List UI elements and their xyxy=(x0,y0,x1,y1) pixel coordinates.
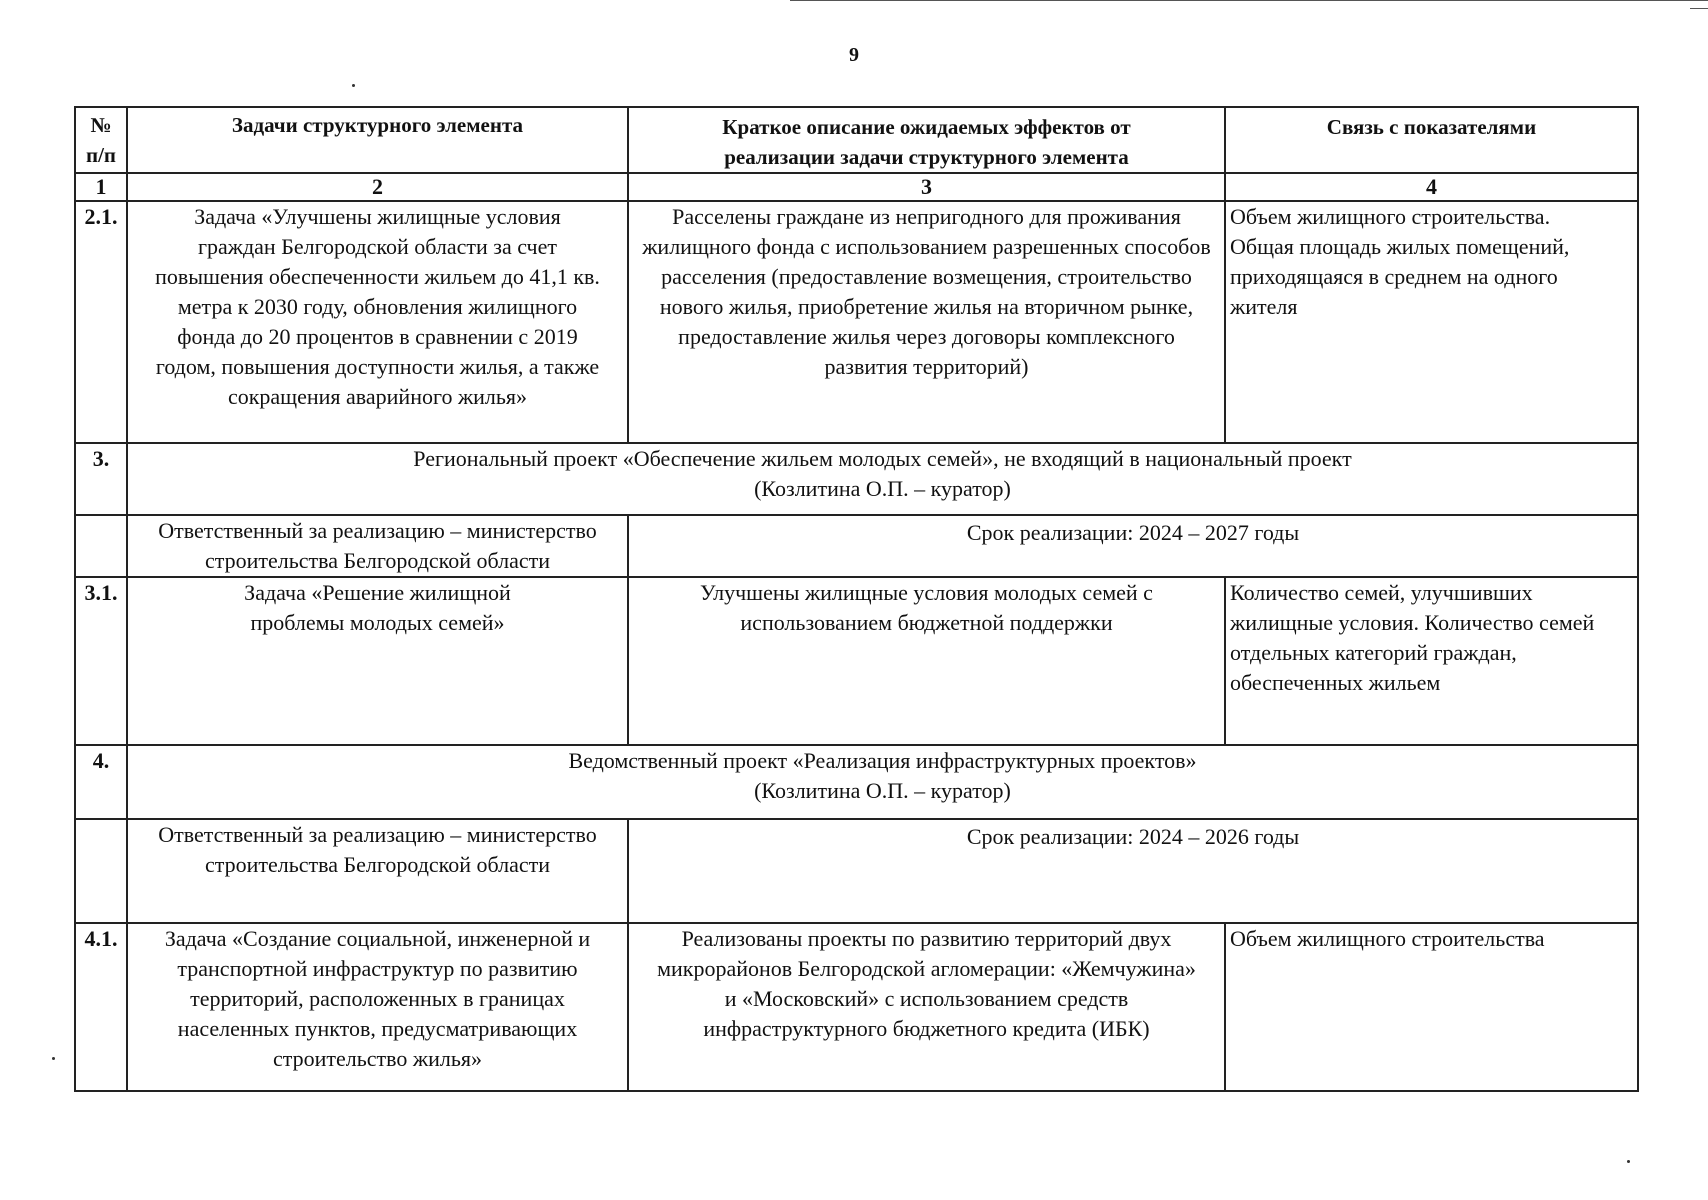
effect-cell: Реализованы проекты по развитию территорий двух микрорайонов Белгородской агломерации: «Жемчужина» и «Московский» с использованием средств инфраструктурного бюджетного кредита (ИБК) xyxy=(628,923,1225,1091)
project-curator: (Козлитина О.П. – куратор) xyxy=(754,778,1011,803)
project-title: Ведомственный проект «Реализация инфраструктурных проектов» xyxy=(568,748,1197,773)
term-cell: Срок реализации: 2024 – 2026 годы xyxy=(628,819,1638,923)
column-number: 4 xyxy=(1225,173,1638,201)
indicators-cell: Количество семей, улучшивших жилищные условия. Количество семей отдельных категорий граждан, обеспеченных жильем xyxy=(1225,577,1638,745)
task-cell: Задача «Улучшены жилищные условия граждан Белгородской области за счет повышения обеспеченности жильем до 41,1 кв. метра к 2030 году, обновления жилищного фонда до 20 процентов в сравнении с 2019 годом, повышения доступности жилья, а также сокращения аварийного жилья» xyxy=(127,201,628,443)
responsible-cell: Ответственный за реализацию – министерство строительства Белгородской области xyxy=(127,515,628,577)
scan-edge-line-right xyxy=(1690,8,1708,9)
responsible-row xyxy=(75,819,1638,923)
task-cell: Задача «Решение жилищной проблемы молодых семей» xyxy=(127,577,628,745)
project-title-cell xyxy=(127,443,1638,515)
responsible-row xyxy=(75,515,1638,577)
scan-speck xyxy=(52,1057,55,1060)
column-number: 3 xyxy=(628,173,1225,201)
header-indicators: Связь с показателями xyxy=(1225,107,1638,173)
row-number: 4. xyxy=(75,745,127,819)
effect-cell: Расселены граждане из непригодного для проживания жилищного фонда с использованием разрешенных способов расселения (предоставление возмещения, строительство нового жилья, приобретение жилья на вторичном рынке, предоставление жилья через договоры комплексного развития территорий) xyxy=(628,201,1225,443)
table-header-row xyxy=(75,107,1638,173)
header-number: № п/п xyxy=(75,107,127,173)
indicators-cell: Объем жилищного строительства. Общая площадь жилых помещений, приходящаяся в среднем на одного жителя xyxy=(1225,201,1638,443)
project-title-cell xyxy=(127,745,1638,819)
project-row xyxy=(75,443,1638,515)
header-effects: Краткое описание ожидаемых эффектов от реализации задачи структурного элемента xyxy=(628,107,1225,173)
scan-speck xyxy=(352,84,355,87)
table-row xyxy=(75,577,1638,745)
task-cell: Задача «Создание социальной, инженерной и транспортной инфраструктур по развитию территорий, расположенных в границах населенных пунктов, предусматривающих строительство жилья» xyxy=(127,923,628,1091)
row-number: 3.1. xyxy=(75,577,127,745)
indicators-cell: Объем жилищного строительства xyxy=(1225,923,1638,1091)
table-row xyxy=(75,201,1638,443)
project-curator: (Козлитина О.П. – куратор) xyxy=(754,476,1011,501)
project-row xyxy=(75,745,1638,819)
column-number: 2 xyxy=(127,173,628,201)
term-cell: Срок реализации: 2024 – 2027 годы xyxy=(628,515,1638,577)
column-number-row xyxy=(75,173,1638,201)
responsible-cell: Ответственный за реализацию – министерство строительства Белгородской области xyxy=(127,819,628,923)
table-row xyxy=(75,923,1638,1091)
scan-speck xyxy=(1627,1160,1630,1163)
column-number: 1 xyxy=(75,173,127,201)
row-number: 2.1. xyxy=(75,201,127,443)
header-tasks: Задачи структурного элемента xyxy=(127,107,628,173)
row-number: 3. xyxy=(75,443,127,515)
scan-edge-line xyxy=(790,0,1708,1)
empty-number-cell xyxy=(75,819,127,923)
page-number: 9 xyxy=(849,44,859,66)
project-title: Региональный проект «Обеспечение жильем молодых семей», не входящий в национальный проект xyxy=(413,446,1352,471)
empty-number-cell xyxy=(75,515,127,577)
effect-cell: Улучшены жилищные условия молодых семей с использованием бюджетной поддержки xyxy=(628,577,1225,745)
document-table xyxy=(74,106,1639,1092)
row-number: 4.1. xyxy=(75,923,127,1091)
